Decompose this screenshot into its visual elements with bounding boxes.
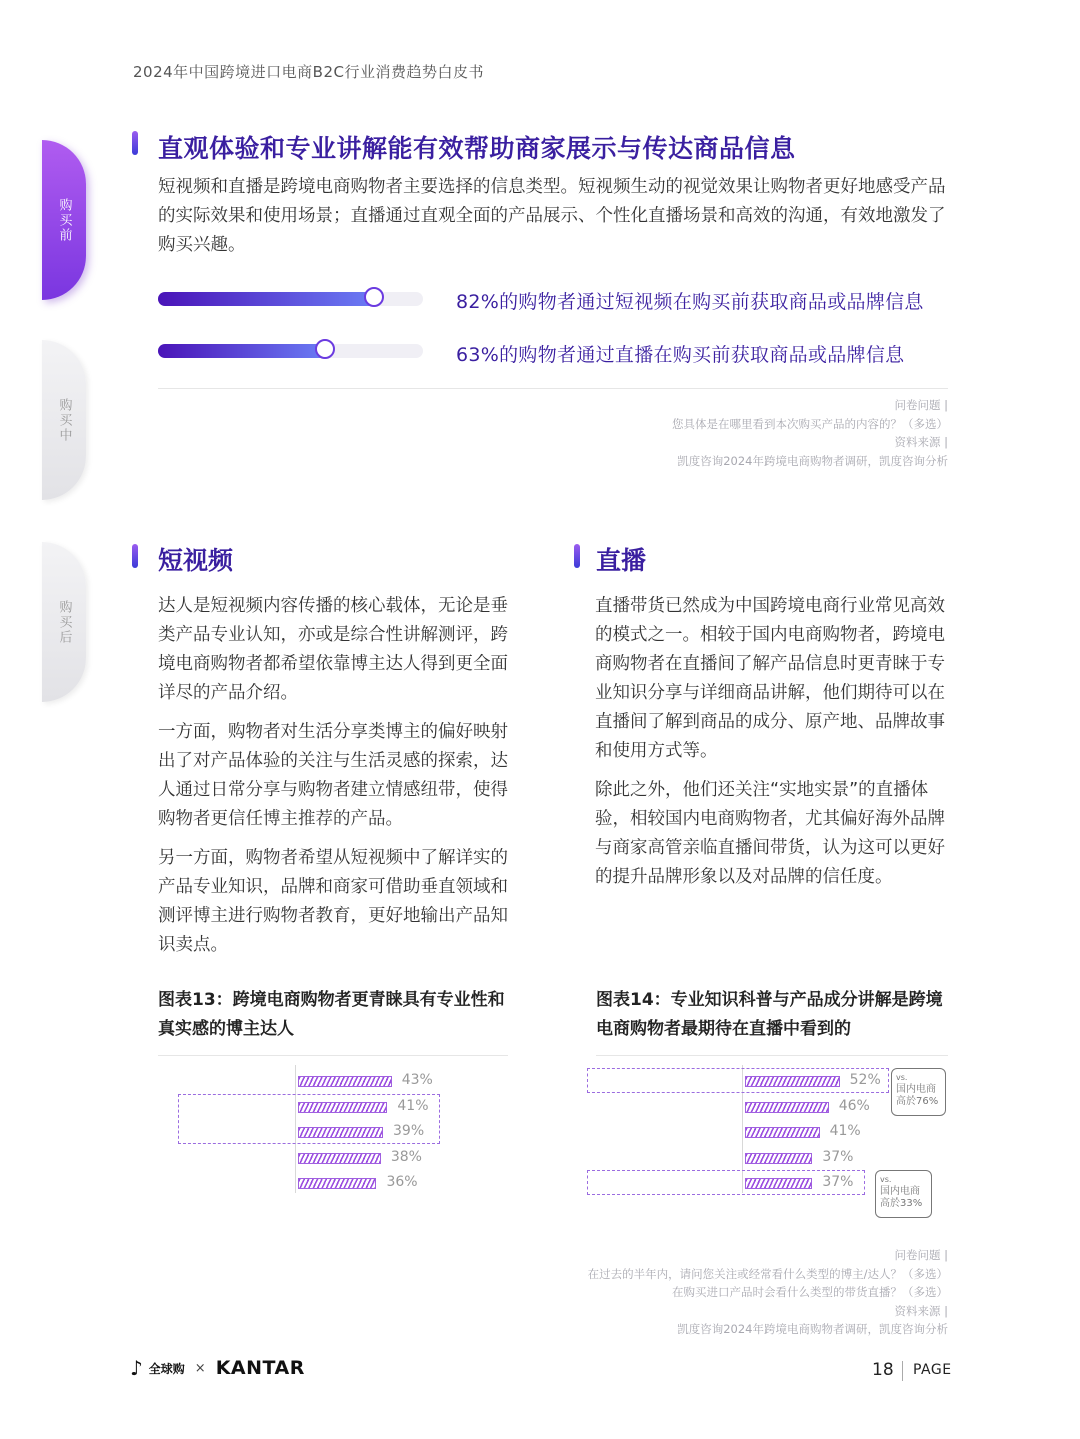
bar [745, 1127, 820, 1138]
paragraph: 一方面，购物者对生活分享类博主的偏好映射出了对产品体验的关注与生活灵感的探索，达人通过日常分享与购物者建立情感纽带，使得购物者更信任博主推荐的产品。 [158, 722, 508, 829]
page-word: PAGE [913, 1362, 952, 1378]
figure-rule [158, 1055, 508, 1056]
live-heading: 直播 [596, 546, 647, 575]
source-label: 资料来源 | [894, 435, 948, 449]
paragraph: 直播带货已然成为中国跨境电商行业常见高效的模式之一。相较于国内电商购物者，跨境电商购物者在直播间了解产品信息时更青睐于专业知识分享与详细商品讲解，他们期待可以在直播间了解到商品的成分、原产地、品牌故事和使用方式等。 [595, 596, 945, 761]
stat-label-live: 63%的购物者通过直播在购买前获取商品或品牌信息 [456, 344, 905, 366]
value-label: 37% [822, 1148, 854, 1165]
value-label: 36% [386, 1174, 418, 1190]
stat-bar-fill [158, 292, 376, 306]
value-label: 38% [390, 1148, 422, 1165]
side-tab-label: 购买前 [56, 197, 72, 243]
value-label: 52% [849, 1072, 881, 1088]
stat-label-short-video: 82%的购物者通过短视频在购买前获取商品或品牌信息 [456, 291, 924, 313]
highlight-box [587, 1170, 865, 1195]
side-tab-label: 购买后 [56, 599, 72, 645]
stat-bar-knob [364, 287, 384, 307]
figure-13-title: 图表13：跨境电商购物者更青睐具有专业性和真实感的博主达人 [158, 990, 505, 1039]
question-label: 问卷问题 | [894, 1248, 948, 1262]
figure-14-title: 图表14：专业知识科普与产品成分讲解是跨境电商购物者最期待在直播中看到的 [596, 990, 943, 1039]
comparison-text: 国内电商 [880, 1186, 920, 1197]
bar [745, 1102, 829, 1113]
side-tab-during-purchase[interactable] [42, 340, 86, 500]
highlight-box [587, 1068, 889, 1093]
source-note-top [672, 396, 948, 470]
value-label: 39% [393, 1123, 425, 1139]
side-tab-before-purchase[interactable] [42, 140, 86, 300]
short-video-text [158, 592, 518, 970]
stat-bar-live [158, 344, 423, 358]
stat-bar-knob [315, 339, 335, 359]
page-title: 直观体验和专业讲解能有效帮助商家展示与传达商品信息 [158, 134, 796, 163]
source-text: 凯度咨询2024年跨境电商购物者调研，凯度咨询分析 [677, 453, 948, 468]
heading-accent-bar [132, 544, 138, 568]
bar [298, 1178, 376, 1189]
stat-bar-short-video [158, 292, 423, 306]
bar [745, 1153, 812, 1164]
source-label: 资料来源 | [894, 1303, 948, 1318]
figure-rule [596, 1055, 948, 1056]
source-note-bottom [588, 1246, 948, 1339]
short-video-heading: 短视频 [158, 546, 234, 575]
vs-label: vs. [880, 1175, 892, 1184]
heading-accent-bar [132, 131, 138, 155]
page-separator [902, 1361, 903, 1381]
highlight-box [178, 1094, 440, 1144]
side-tab-after-purchase[interactable] [42, 542, 86, 702]
paragraph: 除此之外，他们还关注“实地实景”的直播体验，相较国内电商购物者，尤其偏好海外品牌与商家高管亲临直播间带货，认为这可以更好的提升品牌形象以及对品牌的信任度。 [595, 780, 945, 887]
question-text: 您具体是在哪里看到本次购买产品的内容的？（多选） [672, 416, 948, 431]
live-text [595, 592, 955, 902]
paragraph: 达人是短视频内容传播的核心载体，无论是垂类产品专业认知，亦或是综合性讲解测评，跨境电商购物者都希望依靠博主达人得到更全面详尽的产品介绍。 [158, 596, 508, 703]
question-label: 问卷问题 | [894, 398, 948, 412]
page-number: 18 [872, 1360, 894, 1380]
value-label: 41% [829, 1123, 861, 1139]
heading-accent-bar [574, 544, 580, 568]
bar [298, 1076, 392, 1087]
document-title: 2024年中国跨境进口电商B2C行业消费趋势白皮书 [133, 63, 484, 81]
value-label: 43% [401, 1072, 433, 1088]
value-label: 37% [822, 1174, 854, 1190]
paragraph: 另一方面，购物者希望从短视频中了解详实的产品专业知识，品牌和商家可借助垂直领域和测评博主进行购物者教育，更好地输出产品知识卖点。 [158, 848, 508, 955]
value-label: 46% [838, 1097, 870, 1114]
question-text: 在过去的半年内，请问您关注或经常看什么类型的博主/达人？（多选） [587, 1266, 948, 1281]
footer-logos [130, 1356, 305, 1380]
logo-separator: × [194, 1360, 206, 1376]
tiktok-logo-icon: ♪ [130, 1356, 143, 1380]
divider [158, 388, 948, 389]
comparison-text: 高於33% [880, 1198, 923, 1209]
comparison-text: 国内电商 [896, 1084, 936, 1095]
tiktok-shop-logo: 全球购 [148, 1361, 185, 1376]
comparison-text: 高於76% [896, 1096, 939, 1107]
question-text: 在购买进口产品时会看什么类型的带货直播？（多选） [672, 1285, 948, 1299]
intro-paragraph: 短视频和直播是跨境电商购物者主要选择的信息类型。短视频生动的视觉效果让购物者更好地感受产品的实际效果和使用场景；直播通过直观全面的产品展示、个性化直播场景和高效的沟通，有效地激发了购买兴趣。 [158, 177, 946, 255]
bar [298, 1153, 381, 1164]
source-text: 凯度咨询2024年跨境电商购物者调研，凯度咨询分析 [677, 1322, 948, 1336]
comparison-callout [891, 1068, 946, 1116]
value-label: 41% [397, 1097, 429, 1114]
stat-bar-fill [158, 344, 327, 358]
side-tab-label: 购买中 [56, 397, 72, 443]
kantar-logo: KANTAR [215, 1357, 305, 1379]
vs-label: vs. [896, 1073, 908, 1082]
comparison-callout [875, 1170, 932, 1218]
